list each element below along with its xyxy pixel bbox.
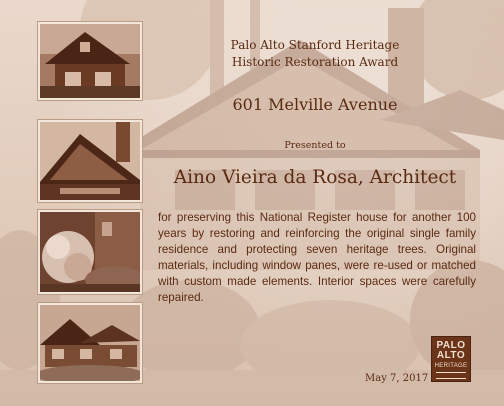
logo-line-1: PALO xyxy=(436,340,466,351)
house-gable-photo xyxy=(38,22,142,100)
logo-line-2: ALTO xyxy=(436,350,466,361)
award-title: Historic Restoration Award xyxy=(231,55,399,69)
property-address: 601 Melville Avenue xyxy=(232,95,398,114)
award-citation: for preserving this National Register house for another 100 years by restoring and reinforcing the original single family residence and protecting seven heritage trees. Original materials, including window panes, were re-used or matched with custom made elements. Interior spaces were carefully repaired. xyxy=(158,211,476,304)
palo-alto-heritage-logo xyxy=(432,337,470,381)
house-front-photo xyxy=(38,303,142,383)
logo-ornament xyxy=(436,372,466,379)
recipient-name: Aino Vieira da Rosa, Architect xyxy=(173,167,457,188)
logo-line-3: HERITAGE xyxy=(434,363,468,369)
organization-name: Palo Alto Stanford Heritage xyxy=(230,38,400,52)
award-date: May 7, 2017 xyxy=(365,373,429,384)
presented-to-label: Presented to xyxy=(284,140,346,151)
porch-roof-photo xyxy=(38,120,142,202)
garden-photo xyxy=(38,210,142,294)
